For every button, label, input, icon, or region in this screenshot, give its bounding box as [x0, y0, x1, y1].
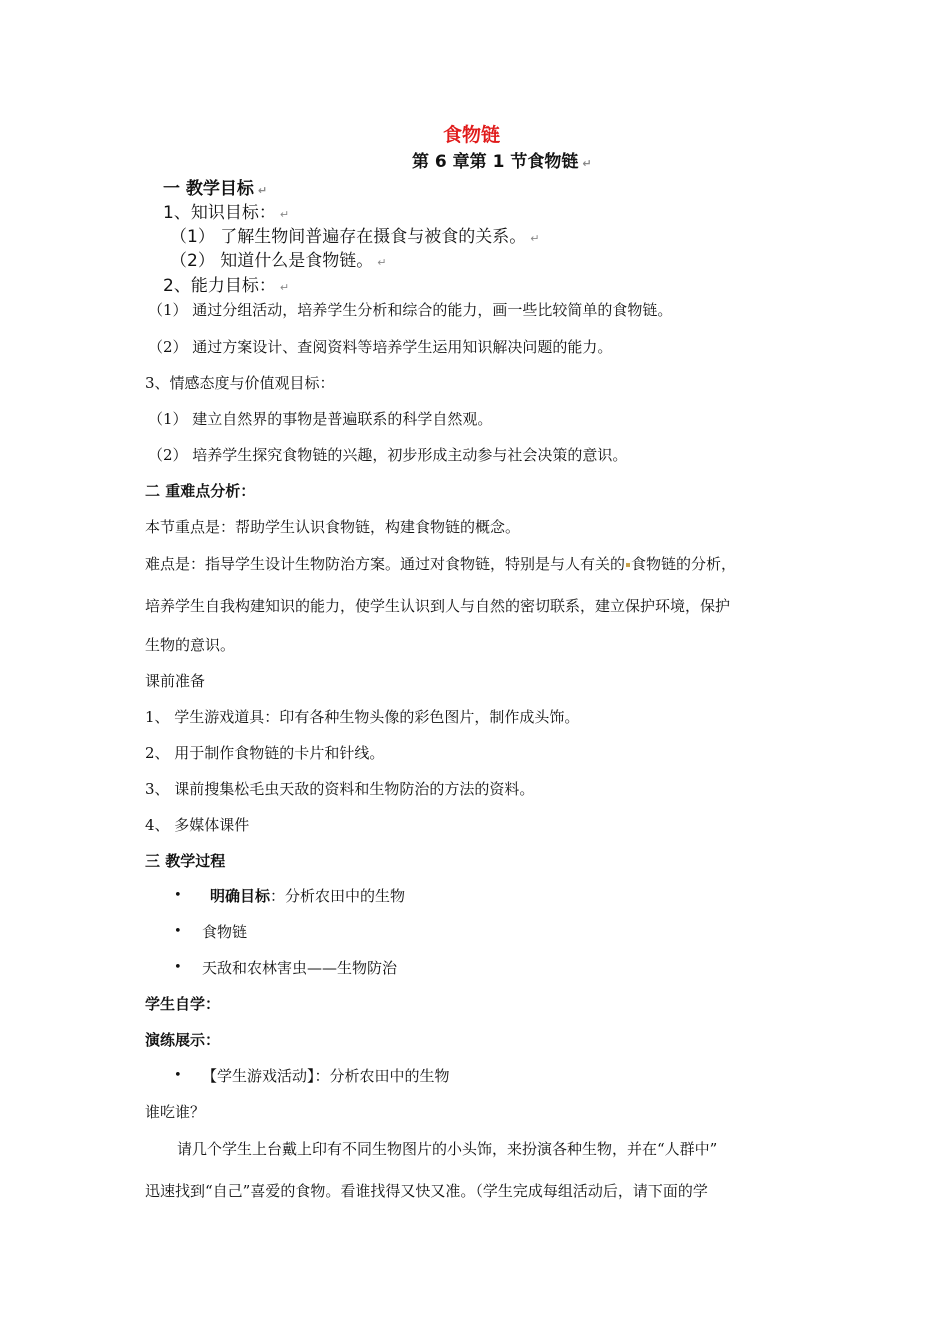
who-eats-who: 谁吃谁？ — [145, 1103, 206, 1121]
ability-item: （1） 通过分组活动，培养学生分析和综合的能力，画一些比较简单的食物链。 — [148, 301, 673, 319]
section3-heading: 三 教学过程 — [145, 852, 226, 870]
chapter-subtitle-text: 第 6 章第 1 节食物链 — [412, 152, 579, 172]
bullet-icon: • — [174, 888, 182, 903]
difficulty-line: 生物的意识。 — [145, 636, 236, 654]
section1-heading-text: 一 教学目标 — [163, 179, 254, 199]
prep-item: 3、 课前搜集松毛虫天敌的资料和生物防治的方法的资料。 — [145, 780, 535, 798]
process-item-text: ：分析农田中的生物 — [270, 887, 406, 905]
difficulty-line-text: 难点是：指导学生设计生物防治方案。通过对食物链，特别是与人有关的 — [145, 555, 626, 573]
paragraph-mark-icon: ↵ — [279, 208, 290, 221]
process-item: 食物链 — [202, 923, 248, 941]
paragraph-line: 迅速找到“自己”喜爱的食物。看谁找得又快又准。（学生完成每组活动后，请下面的学 — [145, 1182, 708, 1200]
section1-heading — [163, 178, 267, 202]
paragraph-mark-icon: ↵ — [279, 281, 290, 294]
paragraph-mark-icon: ↵ — [530, 232, 540, 245]
paragraph-mark-icon: ↵ — [377, 256, 387, 269]
difficulty-line: 培养学生自我构建知识的能力，使学生认识到人与自然的密切联系，建立保护环境，保护 — [145, 597, 731, 615]
emotion-item: （2） 培养学生探究食物链的兴趣，初步形成主动参与社会决策的意识。 — [148, 446, 628, 464]
game-activity-item: 【学生游戏活动】：分析农田中的生物 — [202, 1067, 450, 1085]
knowledge-goal-heading-text: 1、知识目标： — [163, 203, 276, 223]
prep-item: 4、 多媒体课件 — [145, 816, 250, 834]
key-point-text: 本节重点是：帮助学生认识食物链，构建食物链的概念。 — [145, 518, 521, 536]
knowledge-item — [170, 226, 539, 250]
anchor-marker-icon — [626, 563, 630, 567]
paragraph-mark-icon: ↵ — [582, 157, 592, 170]
process-item-bold: 明确目标 — [210, 887, 271, 905]
ability-item: （2） 通过方案设计、查阅资料等培养学生运用知识解决问题的能力。 — [148, 338, 613, 356]
process-item: 天敌和农林害虫——生物防治 — [202, 959, 398, 977]
knowledge-item-text: （2） 知道什么是食物链。 — [170, 251, 374, 271]
knowledge-item — [170, 250, 386, 274]
bullet-icon: • — [174, 1068, 182, 1083]
knowledge-goal-heading — [163, 202, 289, 226]
prep-item: 1、 学生游戏道具：印有各种生物头像的彩色图片，制作成头饰。 — [145, 708, 580, 726]
chapter-subtitle — [412, 151, 592, 175]
prep-item: 2、 用于制作食物链的卡片和针线。 — [145, 744, 385, 762]
paragraph-line: 请几个学生上台戴上印有不同生物图片的小头饰，来扮演各种生物，并在“人群中” — [177, 1140, 718, 1158]
process-item — [210, 886, 405, 906]
knowledge-item-text: （1） 了解生物间普遍存在摄食与被食的关系。 — [170, 227, 527, 247]
bullet-icon: • — [174, 960, 182, 975]
ability-goal-heading-text: 2、能力目标： — [163, 276, 276, 296]
document-title: 食物链 — [443, 124, 501, 146]
practice-heading: 演练展示： — [145, 1031, 221, 1049]
emotion-goal-heading: 3、情感态度与价值观目标： — [145, 374, 335, 392]
section2-heading: 二 重难点分析： — [145, 482, 256, 500]
self-study-heading: 学生自学： — [145, 995, 221, 1013]
difficulty-line — [145, 554, 736, 574]
emotion-item: （1） 建立自然界的事物是普遍联系的科学自然观。 — [148, 410, 493, 428]
paragraph-mark-icon: ↵ — [257, 184, 268, 197]
prep-heading: 课前准备 — [145, 672, 206, 690]
bullet-icon: • — [174, 924, 182, 939]
difficulty-line-text: 食物链的分析， — [631, 555, 737, 573]
ability-goal-heading — [163, 275, 289, 299]
